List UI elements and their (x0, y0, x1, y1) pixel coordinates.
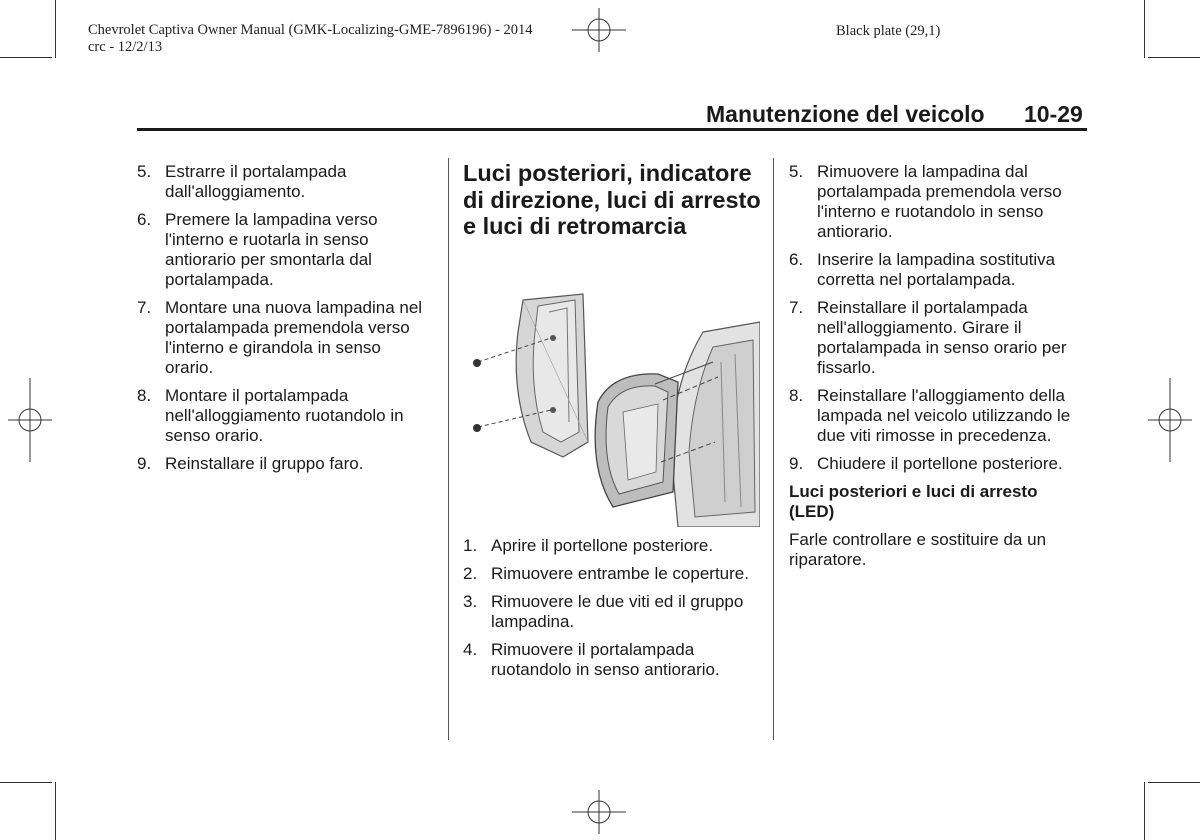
step-number: 4. (463, 640, 478, 659)
step-number: 3. (463, 592, 478, 611)
step-text: Montare una nuova lampadina nel portalampada premendola verso l'interno e girandola in senso orario. (165, 298, 423, 377)
list-item (137, 210, 432, 290)
step-number: 8. (137, 386, 152, 405)
step-number: 8. (789, 386, 804, 405)
list-item (137, 386, 432, 446)
list-item (463, 640, 758, 680)
list-item (789, 454, 1087, 474)
step-text: Rimuovere entrambe le coperture. (491, 564, 749, 583)
column-divider (448, 158, 449, 740)
crop-mark (55, 0, 56, 58)
header-rule (137, 128, 1087, 131)
crop-mark (0, 57, 52, 58)
step-text: Rimuovere le due viti ed il gruppo lampadina. (491, 592, 744, 631)
subsection-heading: Luci posteriori e luci di arresto (LED) (789, 482, 1038, 521)
step-text: Chiudere il portellone posteriore. (817, 454, 1063, 473)
registration-mark-icon (1148, 378, 1192, 462)
step-text: Premere la lampadina verso l'interno e ruotarla in senso antiorario per smontarla dal portalampada. (165, 210, 378, 289)
crop-mark (1144, 0, 1145, 58)
step-text: Rimuovere la lampadina dal portalampada premendola verso l'interno e ruotandolo in senso antiorario. (817, 162, 1062, 241)
step-number: 1. (463, 536, 478, 555)
crop-mark (1148, 782, 1200, 783)
step-text: Rimuovere il portalampada ruotandolo in senso antiorario. (491, 640, 720, 679)
step-text: Reinstallare il portalampada nell'alloggiamento. Girare il portalampada in senso orario per fissarlo. (817, 298, 1067, 377)
list-item (137, 298, 432, 378)
step-number: 5. (789, 162, 804, 181)
tail-lamp-illustration (463, 292, 760, 527)
column-3 (789, 162, 1087, 570)
column-2 (463, 536, 758, 688)
steps-list (137, 162, 432, 474)
list-item (789, 162, 1087, 242)
step-number: 6. (789, 250, 804, 269)
step-number: 2. (463, 564, 478, 583)
step-text: Reinstallare l'alloggiamento della lampada nel veicolo utilizzando le due viti rimosse in precedenza. (817, 386, 1071, 445)
page-number: 10-29 (1024, 101, 1083, 127)
list-item (789, 250, 1087, 290)
steps-list (789, 162, 1087, 474)
crop-mark (1148, 57, 1200, 58)
registration-mark-icon (8, 378, 52, 462)
step-number: 9. (137, 454, 152, 473)
list-item (463, 536, 758, 556)
column-1 (137, 162, 432, 482)
crop-mark (1144, 782, 1145, 840)
steps-list (463, 536, 758, 680)
print-info-date: crc - 12/2/13 (88, 39, 163, 55)
step-number: 9. (789, 454, 804, 473)
step-text: Inserire la lampadina sostitutiva corretta nel portalampada. (817, 250, 1056, 289)
list-item (463, 564, 758, 584)
section-title: Manutenzione del veicolo (706, 101, 985, 127)
print-info-title: Chevrolet Captiva Owner Manual (GMK-Localizing-GME-7896196) - 2014 (88, 22, 533, 38)
step-number: 6. (137, 210, 152, 229)
step-text: Estrarre il portalampada dall'alloggiamento. (165, 162, 347, 201)
section-heading: Luci posteriori, indicatore di direzione, luci di arresto e luci di retromarcia (463, 160, 761, 239)
registration-mark-icon (572, 790, 626, 834)
crop-mark (0, 782, 52, 783)
registration-mark-icon (572, 8, 626, 52)
plate-info: Black plate (29,1) (836, 23, 941, 39)
step-number: 5. (137, 162, 152, 181)
step-text: Aprire il portellone posteriore. (491, 536, 714, 555)
step-number: 7. (789, 298, 804, 317)
column-divider (773, 158, 774, 740)
step-text: Montare il portalampada nell'alloggiamento ruotandolo in senso orario. (165, 386, 404, 445)
list-item (789, 298, 1087, 378)
list-item (137, 162, 432, 202)
list-item (463, 592, 758, 632)
crop-mark (55, 782, 56, 840)
step-number: 7. (137, 298, 152, 317)
paragraph: Farle controllare e sostituire da un riparatore. (789, 530, 1047, 569)
print-info (88, 22, 533, 56)
step-text: Reinstallare il gruppo faro. (165, 454, 364, 473)
list-item (137, 454, 432, 474)
list-item (789, 386, 1087, 446)
